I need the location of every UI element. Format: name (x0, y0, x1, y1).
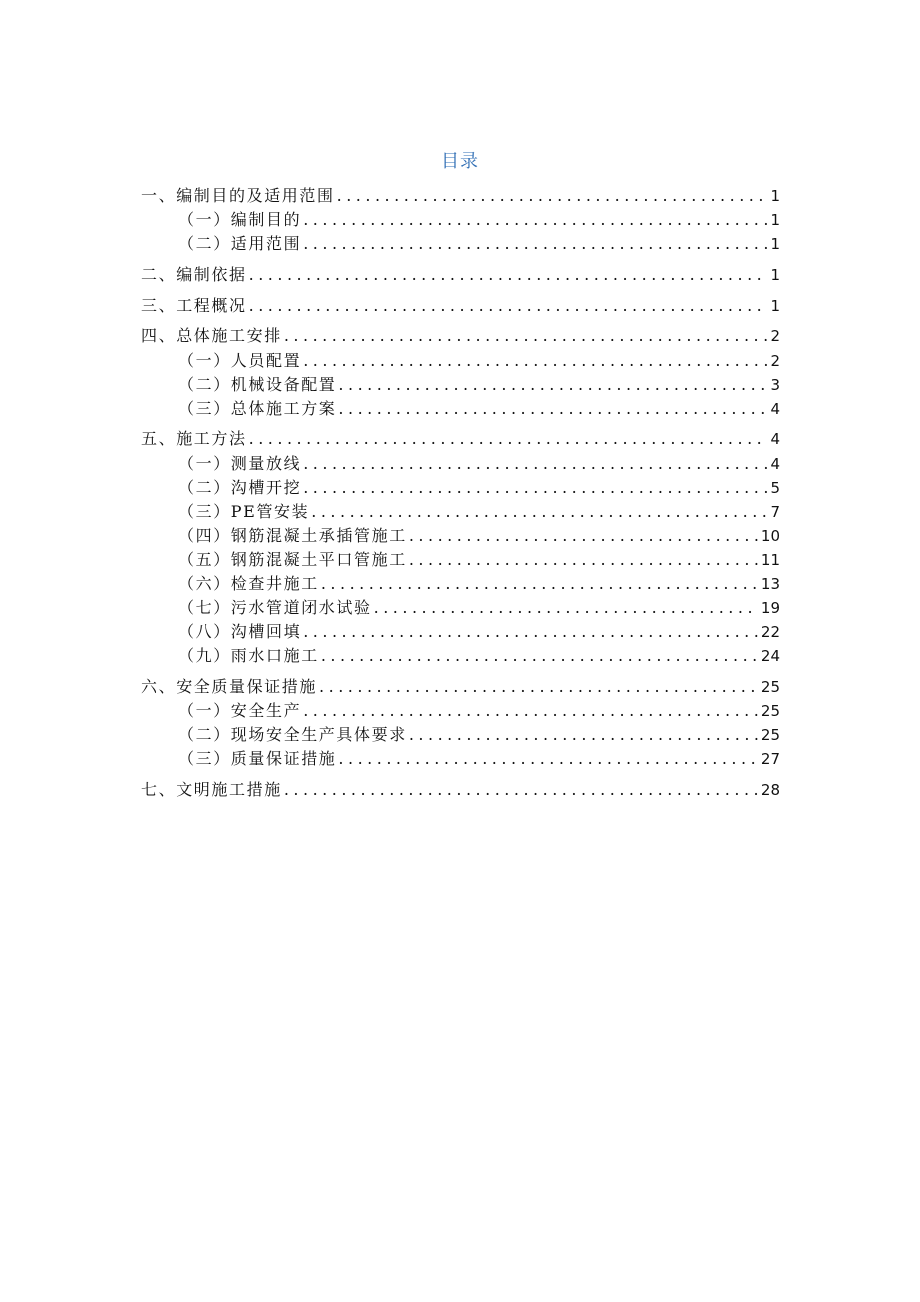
toc-dot-leader (321, 645, 758, 667)
toc-dot-leader (249, 295, 768, 317)
toc-page-number: 24 (760, 647, 780, 665)
toc-entry-label: （一）人员配置 (178, 351, 302, 370)
toc-entry-label: （一）安全生产 (178, 701, 302, 720)
toc-entry[interactable] (178, 233, 780, 255)
toc-dot-leader (409, 549, 758, 571)
toc-entry-label: 六、安全质量保证措施 (141, 677, 318, 696)
toc-page-number: 11 (760, 551, 780, 569)
toc-entry-label: （三）PE管安装 (178, 502, 310, 521)
toc-dot-leader (284, 325, 768, 347)
toc-entry[interactable] (141, 428, 780, 450)
toc-dot-leader (303, 233, 767, 255)
toc-entry-label: 二、编制依据 (141, 265, 247, 284)
toc-dot-leader (303, 209, 767, 231)
toc-dot-leader (374, 597, 758, 619)
toc-entry[interactable] (178, 525, 780, 547)
toc-entry[interactable] (141, 185, 780, 207)
toc-dot-leader (337, 185, 768, 207)
toc-page-number: 1 (770, 266, 780, 284)
toc-page-number: 28 (760, 781, 780, 799)
toc-page-number: 10 (760, 527, 780, 545)
toc-page-number: 27 (760, 750, 780, 768)
toc-entry-label: （三）质量保证措施 (178, 749, 337, 768)
toc-page-number: 3 (770, 376, 780, 394)
toc-dot-leader (303, 453, 767, 475)
toc-page-number: 2 (770, 352, 780, 370)
toc-dot-leader (249, 428, 768, 450)
toc-page-number: 13 (760, 575, 780, 593)
toc-page-number: 1 (770, 187, 780, 205)
toc-entry-label: （九）雨水口施工 (178, 646, 319, 665)
toc-entry[interactable] (141, 676, 780, 698)
toc-dot-leader (303, 621, 758, 643)
toc-page-number: 1 (770, 211, 780, 229)
toc-dot-leader (338, 398, 767, 420)
toc-page-number: 5 (770, 479, 780, 497)
toc-title: 目录 (441, 151, 479, 172)
toc-entry-label: （二）适用范围 (178, 234, 302, 253)
toc-entry[interactable] (178, 350, 780, 372)
toc-entry-label: （二）现场安全生产具体要求 (178, 725, 407, 744)
toc-dot-leader (338, 374, 767, 396)
toc-entry[interactable] (178, 374, 780, 396)
toc-entry[interactable] (178, 477, 780, 499)
toc-entry-label: （四）钢筋混凝土承插管施工 (178, 526, 407, 545)
toc-page-number: 4 (770, 400, 780, 418)
toc-page-number: 7 (770, 503, 780, 521)
toc-page-number: 22 (760, 623, 780, 641)
toc-page-number: 1 (770, 235, 780, 253)
toc-entry-label: （一）测量放线 (178, 454, 302, 473)
toc-entry-label: 五、施工方法 (141, 429, 247, 448)
toc-entry-label: 一、编制目的及适用范围 (141, 186, 335, 205)
toc-page-number: 4 (770, 455, 780, 473)
toc-entry-label: （三）总体施工方案 (178, 399, 337, 418)
toc-entry[interactable] (178, 549, 780, 571)
toc-page-number: 2 (770, 327, 780, 345)
toc-entry[interactable] (178, 398, 780, 420)
toc-entry[interactable] (141, 264, 780, 286)
toc-entry-label: （五）钢筋混凝土平口管施工 (178, 550, 407, 569)
toc-page-number: 4 (770, 430, 780, 448)
toc-entry[interactable] (178, 724, 780, 746)
toc-dot-leader (303, 477, 767, 499)
toc-entry[interactable] (178, 209, 780, 231)
toc-entry-label: （二）沟槽开挖 (178, 478, 302, 497)
toc-entry[interactable] (178, 573, 780, 595)
toc-page-number: 19 (760, 599, 780, 617)
toc-entry-label: （一）编制目的 (178, 210, 302, 229)
toc-entry[interactable] (178, 645, 780, 667)
toc-entry[interactable] (178, 700, 780, 722)
toc-dot-leader (319, 676, 758, 698)
toc-dot-leader (409, 724, 758, 746)
toc-entry[interactable] (141, 325, 780, 347)
toc-entry-label: （六）检查井施工 (178, 574, 319, 593)
toc-entry-label: 七、文明施工措施 (141, 780, 282, 799)
toc-entry[interactable] (178, 501, 780, 523)
toc-entry-label: （八）沟槽回填 (178, 622, 302, 641)
toc-entry[interactable] (141, 295, 780, 317)
toc-page-number: 1 (770, 297, 780, 315)
toc-entry-label: （七）污水管道闭水试验 (178, 598, 372, 617)
toc-dot-leader (303, 350, 767, 372)
toc-entry[interactable] (141, 779, 780, 801)
toc-entry[interactable] (178, 597, 780, 619)
toc-dot-leader (409, 525, 758, 547)
toc-dot-leader (338, 748, 758, 770)
toc-entry[interactable] (178, 621, 780, 643)
toc-entry-label: 四、总体施工安排 (141, 326, 282, 345)
toc-page-number: 25 (760, 726, 780, 744)
toc-dot-leader (249, 264, 768, 286)
toc-entry-label: 三、工程概况 (141, 296, 247, 315)
toc-page-number: 25 (760, 678, 780, 696)
toc-dot-leader (311, 501, 767, 523)
toc-dot-leader (284, 779, 758, 801)
toc-page-number: 25 (760, 702, 780, 720)
toc-dot-leader (303, 700, 758, 722)
toc-dot-leader (321, 573, 758, 595)
toc-entry[interactable] (178, 748, 780, 770)
toc-entry[interactable] (178, 453, 780, 475)
toc-entry-label: （二）机械设备配置 (178, 375, 337, 394)
